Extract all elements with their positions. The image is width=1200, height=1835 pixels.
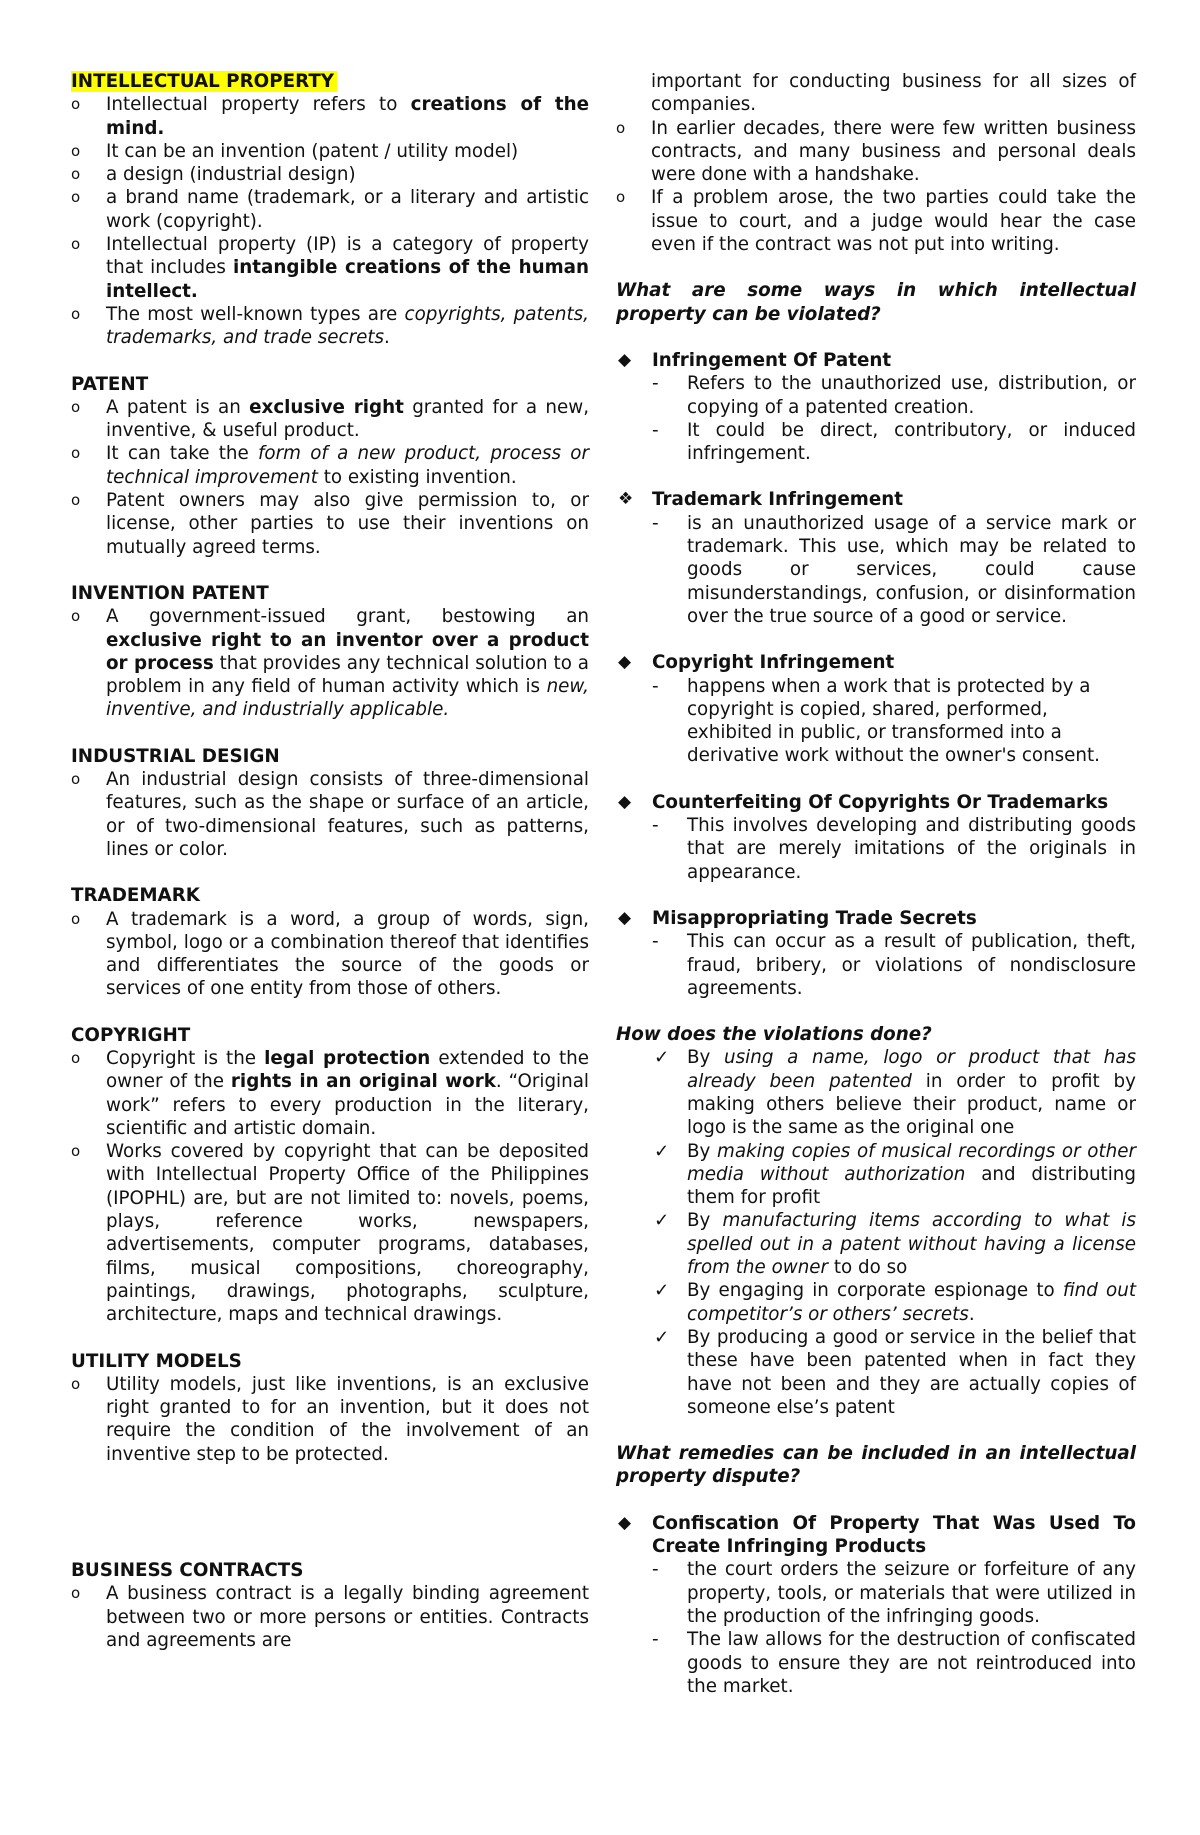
section-utility-models xyxy=(71,1350,589,1466)
diamond-bullet-icon: ◆ xyxy=(618,907,632,928)
list-item: o A patent is an exclusive right granted for a new, inventive, & useful product. xyxy=(71,396,589,443)
section-title-industrial-design: INDUSTRIAL DESIGN xyxy=(71,745,280,767)
question-violations: What are some ways in which intellectual property can be violated? xyxy=(616,280,1136,325)
remedy-confiscation xyxy=(616,1512,1136,1698)
list-item: o a brand name (trademark, or a literary and artistic work (copyright). xyxy=(71,186,589,233)
diamond-bullet-icon: ◆ xyxy=(618,349,632,370)
section-invention-patent xyxy=(71,582,589,722)
list-item: o Copyright is the legal protection extended to the owner of the rights in an original work. “Original work” refers to every production in the literary, scientific and artistic domain. xyxy=(71,1047,589,1140)
list-item: - Refers to the unauthorized use, distribution, or copying of a patented creation. xyxy=(616,372,1136,419)
right-column xyxy=(616,70,1136,1721)
violation-trade-secrets xyxy=(616,907,1136,1000)
section-industrial-design xyxy=(71,745,589,861)
list-item: o It can be an invention (patent / utility model) xyxy=(71,140,589,163)
question-remedies: What remedies can be included in an intellectual property dispute? xyxy=(616,1443,1136,1488)
four-diamond-bullet-icon: ❖ xyxy=(618,489,634,510)
list-item: ✓ By manufacturing items according to what is spelled out in a patent without having a license from the owner to do so xyxy=(616,1209,1136,1279)
list-item: - This involves developing and distributing goods that are merely imitations of the originals in appearance. xyxy=(616,814,1136,884)
section-title-invention-patent: INVENTION PATENT xyxy=(71,582,269,604)
list-item: ✓ By using a name, logo or product that has already been patented in order to profit by making others believe their product, name or logo is the same as the original one xyxy=(616,1046,1136,1139)
section-copyright xyxy=(71,1024,589,1327)
list-item: o a design (industrial design) xyxy=(71,163,589,186)
violation-trademark xyxy=(616,488,1136,628)
list-item: o It can take the form of a new product, process or technical improvement to existing invention. xyxy=(71,442,589,489)
list-item: o If a problem arose, the two parties could take the issue to court, and a judge would hear the case even if the contract was not put into writing. xyxy=(616,186,1136,256)
section-title-utility-models: UTILITY MODELS xyxy=(71,1350,242,1372)
continued-text: important for conducting business for all sizes of companies. xyxy=(651,71,1136,116)
violation-copyright xyxy=(616,651,1136,767)
violation-title: Misappropriating Trade Secrets xyxy=(652,907,977,929)
list-item: o Intellectual property refers to creations of the mind. xyxy=(71,93,589,140)
remedy-title: Confiscation Of Property That Was Used To Create Infringing Products xyxy=(652,1512,1136,1558)
section-business-contracts-continued xyxy=(616,70,1136,256)
list-item: - The law allows for the destruction of confiscated goods to ensure they are not reintroduced into the market. xyxy=(616,1628,1136,1698)
section-patent xyxy=(71,373,589,559)
list-item: - happens when a work that is protected by a copyright is copied, shared, performed, exhibited in public, or transformed into a derivative work without the owner's consent. xyxy=(616,675,1136,768)
violation-title: Copyright Infringement xyxy=(652,652,895,674)
list-item: o A business contract is a legally binding agreement between two or more persons or entities. Contracts and agreements are xyxy=(71,1582,589,1652)
violation-counterfeiting xyxy=(616,791,1136,884)
section-how-violations xyxy=(616,1023,1136,1419)
list-item: ✓ By producing a good or service in the belief that these have been patented when in fact they have not been and they are actually copies of someone else’s patent xyxy=(616,1326,1136,1419)
list-item: ✓ By making copies of musical recordings or other media without authorization and distributing them for profit xyxy=(616,1140,1136,1210)
section-title-business-contracts: BUSINESS CONTRACTS xyxy=(71,1560,304,1582)
list-item: - It could be direct, contributory, or induced infringement. xyxy=(616,419,1136,466)
list-item: - the court orders the seizure or forfeiture of any property, tools, or materials that were utilized in the production of the infringing goods. xyxy=(616,1558,1136,1628)
violation-title: Trademark Infringement xyxy=(652,489,903,511)
violation-title: Infringement Of Patent xyxy=(652,349,892,371)
question-how: How does the violations done? xyxy=(616,1024,932,1046)
section-trademark xyxy=(71,884,589,1000)
list-item: o An industrial design consists of three-dimensional features, such as the shape or surface of an article, or of two-dimensional features, such as patterns, lines or color. xyxy=(71,768,589,861)
section-intellectual-property xyxy=(71,70,589,350)
list-item: o Intellectual property (IP) is a category of property that includes intangible creations of the human intellect. xyxy=(71,233,589,303)
section-title-copyright: COPYRIGHT xyxy=(71,1024,191,1046)
diamond-bullet-icon: ◆ xyxy=(618,652,632,673)
diamond-bullet-icon: ◆ xyxy=(618,791,632,812)
list-item: o In earlier decades, there were few written business contracts, and many business and personal deals were done with a handshake. xyxy=(616,117,1136,187)
section-business-contracts xyxy=(71,1559,589,1652)
list-item: - This can occur as a result of publication, theft, fraud, bribery, or violations of nondisclosure agreements. xyxy=(616,930,1136,1000)
list-item: ✓ By engaging in corporate espionage to find out competitor’s or others’ secrets. xyxy=(616,1279,1136,1326)
violation-patent xyxy=(616,349,1136,465)
violation-title: Counterfeiting Of Copyrights Or Trademarks xyxy=(652,791,1109,813)
list-item: o Utility models, just like inventions, is an exclusive right granted to for an invention, but it does not require the condition of the involvement of an inventive step to be protected. xyxy=(71,1373,589,1466)
list-item: o Works covered by copyright that can be deposited with Intellectual Property Office of the Philippines (IPOPHL) are, but are not limited to: novels, poems, plays, reference works, newspapers, advertisements, computer programs, databases, films, musical compositions, choreography, paintings, drawings, photographs, sculpture, architecture, maps and technical drawings. xyxy=(71,1140,589,1326)
section-title-patent: PATENT xyxy=(71,373,149,395)
list-item: o The most well-known types are copyrights, patents, trademarks, and trade secrets. xyxy=(71,303,589,350)
left-column xyxy=(71,70,589,1675)
diamond-bullet-icon: ◆ xyxy=(618,1512,632,1533)
list-item: o A trademark is a word, a group of words, sign, symbol, logo or a combination thereof that identifies and differentiates the source of the goods or services of one entity from those of others. xyxy=(71,908,589,1001)
section-title-trademark: TRADEMARK xyxy=(71,885,200,907)
list-item: o Patent owners may also give permission to, or license, other parties to use their inventions on mutually agreed terms. xyxy=(71,489,589,559)
section-title-intellectual-property: INTELLECTUAL PROPERTY xyxy=(71,71,337,92)
list-item: - is an unauthorized usage of a service mark or trademark. This use, which may be related to goods or services, could cause misunderstandings, confusion, or disinformation over the true source of a good or service. xyxy=(616,512,1136,628)
list-item: o A government-issued grant, bestowing an exclusive right to an inventor over a product or process that provides any technical solution to a problem in any field of human activity which is new, inventive, and industrially applicable. xyxy=(71,605,589,721)
